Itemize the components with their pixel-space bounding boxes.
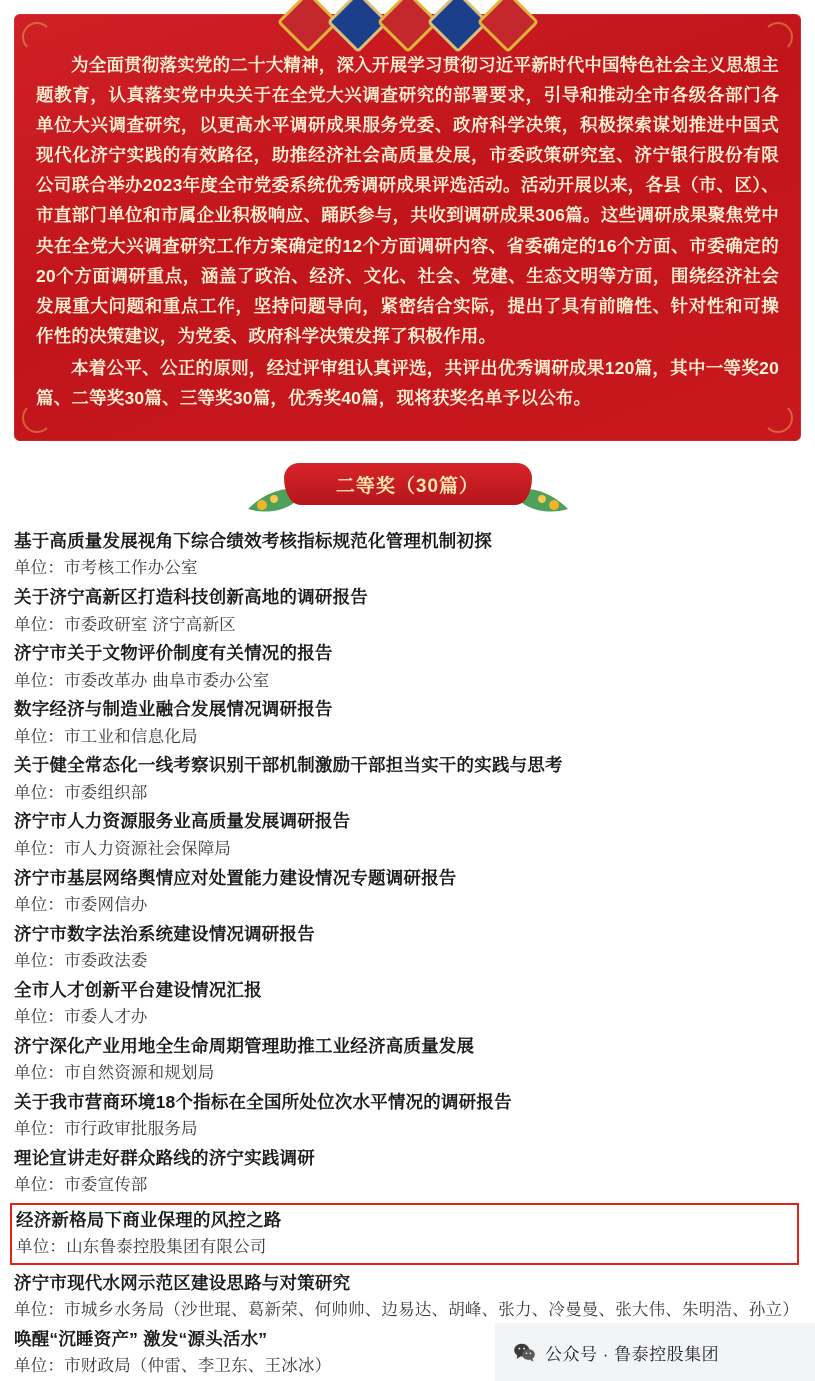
entry-title: 基于高质量发展视角下综合绩效考核指标规范化管理机制初探 [14, 531, 492, 552]
list-item-highlighted [10, 1203, 799, 1265]
list-item [14, 1088, 801, 1143]
entry-unit: 单位：市考核工作办公室 [14, 559, 198, 578]
entry-title: 济宁市数字法治系统建设情况调研报告 [14, 923, 315, 944]
entry-title: 济宁市人力资源服务业高质量发展调研报告 [14, 811, 351, 832]
corner-flourish-icon [22, 22, 52, 52]
list-item [14, 583, 801, 638]
official-account-footer[interactable] [495, 1323, 815, 1381]
award-ribbon-section [0, 459, 815, 521]
entry-title: 济宁深化产业用地全生命周期管理助推工业经济高质量发展 [14, 1035, 475, 1056]
entry-unit: 单位：市行政审批服务局 [14, 1120, 198, 1139]
award-list [0, 521, 815, 1380]
entry-title: 唤醒“沉睡资产” 激发“源头活水” [14, 1329, 268, 1349]
entry-title: 济宁市关于文物评价制度有关情况的报告 [14, 643, 333, 664]
list-item [14, 751, 801, 806]
entry-unit: 单位：市委政研室 济宁高新区 [14, 615, 236, 634]
entry-title: 关于济宁高新区打造科技创新高地的调研报告 [14, 587, 368, 608]
entry-title: 数字经济与制造业融合发展情况调研报告 [14, 699, 333, 720]
entry-unit: 单位：市自然资源和规划局 [14, 1064, 215, 1083]
list-item [14, 527, 801, 582]
list-item [14, 695, 801, 750]
list-item [14, 1269, 801, 1324]
announcement-paragraph-1: 为全面贯彻落实党的二十大精神，深入开展学习贯彻习近平新时代中国特色社会主义思想主题教育，认真落实党中央关于在全党大兴调查研究的部署要求，引导和推动全市各级各部门各单位大兴调查研究，以更高水平调研成果服务党委、政府科学决策，积极探索谋划推进中国式现代化济宁实践的有效路径，助推经济社会高质量发展，市委政策研究室、济宁银行股份有限公司联合举办2023年度全市党委系统优秀调研成果评选活动。活动开展以来，各县（市、区）、市直部门单位和市属企业积极响应、踊跃参与，共收到调研成果306篇。这些调研成果聚焦党中央在全党大兴调查研究工作方案确定的12个方面调研内容、省委确定的16个方面、市委确定的20个方面调研重点，涵盖了政治、经济、文化、社会、党建、生态文明等方面，围绕经济社会发展重大问题和重点工作，坚持问题导向，紧密结合实际，提出了具有前瞻性、针对性和可操作性的决策建议，为党委、政府科学决策发挥了积极作用。 [36, 55, 779, 346]
entry-unit: 单位：市人力资源社会保障局 [14, 839, 232, 858]
diamond-decoration-strip [286, 0, 530, 44]
corner-flourish-icon [763, 22, 793, 52]
entry-title: 济宁市现代水网示范区建设思路与对策研究 [14, 1272, 351, 1293]
list-item [14, 864, 801, 919]
list-item [14, 976, 801, 1031]
list-item [14, 1144, 801, 1199]
entry-title: 关于我市营商环境18个指标在全国所处位次水平情况的调研报告 [14, 1091, 512, 1112]
corner-flourish-icon [763, 403, 793, 433]
list-item [14, 807, 801, 862]
entry-unit: 单位：市委人才办 [14, 1007, 148, 1026]
wechat-icon [513, 1343, 536, 1362]
banner-section [14, 0, 801, 441]
award-category-ribbon: 二等奖（30篇） [284, 463, 532, 505]
entry-unit: 单位：市委组织部 [14, 783, 148, 802]
entry-title: 济宁市基层网络舆情应对处置能力建设情况专题调研报告 [14, 867, 457, 888]
entry-unit: 单位：山东鲁泰控股集团有限公司 [16, 1238, 267, 1257]
list-item [14, 639, 801, 694]
entry-unit: 单位：市财政局（仲雷、李卫东、王冰冰） [14, 1357, 332, 1376]
entry-unit: 单位：市城乡水务局（沙世琨、葛新荣、何帅帅、边易达、胡峰、张力、冷曼曼、张大伟、朱明浩、孙立） [14, 1301, 799, 1320]
entry-unit: 单位：市委改革办 曲阜市委办公室 [14, 671, 270, 690]
list-item [14, 920, 801, 975]
entry-unit: 单位：市委网信办 [14, 895, 148, 914]
entry-title: 全市人才创新平台建设情况汇报 [14, 979, 262, 1000]
entry-unit: 单位：市委宣传部 [14, 1176, 148, 1195]
entry-unit: 单位：市工业和信息化局 [14, 727, 198, 746]
entry-title: 经济新格局下商业保理的风控之路 [16, 1209, 282, 1230]
official-account-label: 公众号 · 鲁泰控股集团 [545, 1344, 720, 1364]
entry-unit: 单位：市委政法委 [14, 951, 148, 970]
entry-title: 关于健全常态化一线考察识别干部机制激励干部担当实干的实践与思考 [14, 755, 563, 776]
announcement-paragraph-2: 本着公平、公正的原则，经过评审组认真评选，共评出优秀调研成果120篇，其中一等奖20篇、二等奖30篇、三等奖30篇，优秀奖40篇，现将获奖名单予以公布。 [36, 357, 779, 409]
list-item [14, 1032, 801, 1087]
corner-flourish-icon [22, 403, 52, 433]
announcement-panel [14, 14, 801, 441]
entry-title: 理论宣讲走好群众路线的济宁实践调研 [14, 1147, 315, 1168]
